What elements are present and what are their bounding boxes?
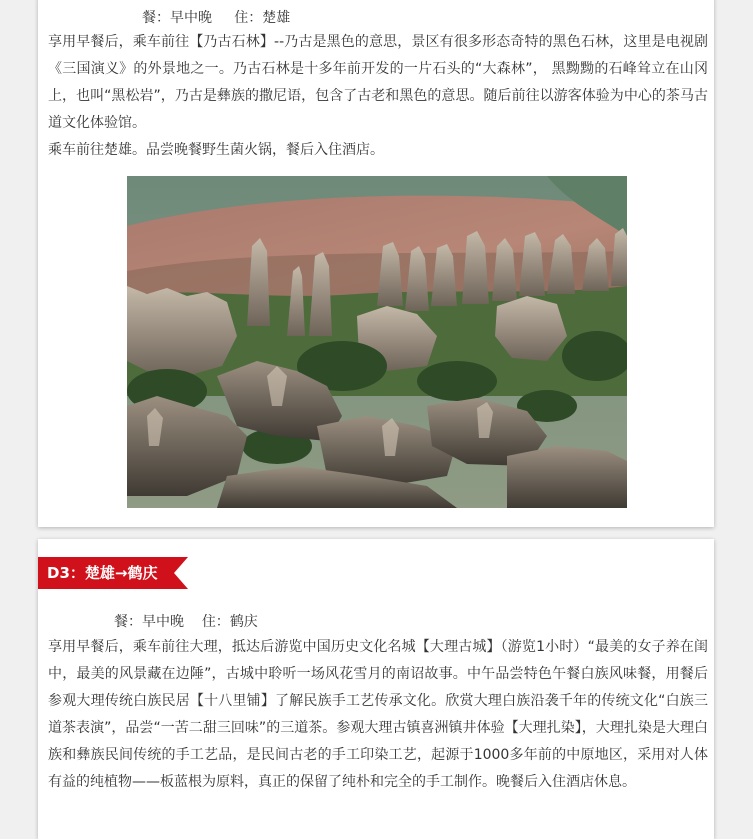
stay-value: 鹤庆 bbox=[229, 614, 258, 630]
stay-label: 住： bbox=[234, 10, 263, 26]
stone-forest-illustration bbox=[127, 176, 627, 508]
stay-value: 楚雄 bbox=[262, 10, 291, 26]
day2-meal-line bbox=[142, 7, 290, 27]
day2-card bbox=[38, 0, 714, 527]
day2-description: 享用早餐后，乘车前往【乃古石林】--乃古是黑色的意思，景区有很多形态奇特的黑色石林，这里是电视剧《三国演义》的外景地之一。乃古石林是十多年前开发的一片石头的“大森林”， 黑黝黝的石峰耸立在山冈上，也叫“黑松岩”，乃古是彝族的撒尼语，包含了古老和黑色的意思。随后前往以游客体验为中心的茶马古道文化体验馆。 bbox=[48, 34, 708, 131]
stay-label: 住： bbox=[201, 614, 230, 630]
day3-meal-line bbox=[114, 611, 258, 631]
day3-ribbon bbox=[38, 557, 188, 589]
day3-description: 享用早餐后，乘车前往大理，抵达后游览中国历史文化名城【大理古城】（游览1小时）“最美的女子养在闺中，最美的风景藏在边陲”，古城中聆听一场风花雪月的南诏故事。中午品尝特色午餐白族风味餐，用餐后参观大理传统白族民居【十八里铺】了解民族手工艺传承文化。欣赏大理白族沿袭千年的传统文化“白族三道茶表演”，品尝“一苦二甜三回味”的三道茶。参观大理古镇喜洲镇井体验【大理扎染】，大理扎染是大理白族和彝族民间传统的手工艺品，是民间古老的手工印染工艺，起源于1000多年前的中原地区，采用对人体有益的纯植物——板蓝根为原料，真正的保留了纯朴和完全的手工制作。晚餐后入住酒店休息。 bbox=[48, 639, 708, 790]
day3-title: D3：楚雄→鹤庆 bbox=[47, 564, 158, 582]
stone-forest-photo bbox=[127, 176, 627, 508]
meals-label: 餐： bbox=[114, 614, 142, 630]
day3-card bbox=[38, 539, 714, 839]
meals-value: 早中晚 bbox=[170, 10, 212, 26]
meals-value: 早中晚 bbox=[142, 614, 184, 630]
day2-evening-note: 乘车前往楚雄。品尝晚餐野生菌火锅，餐后入住酒店。 bbox=[48, 142, 384, 158]
meals-label: 餐： bbox=[142, 10, 170, 26]
